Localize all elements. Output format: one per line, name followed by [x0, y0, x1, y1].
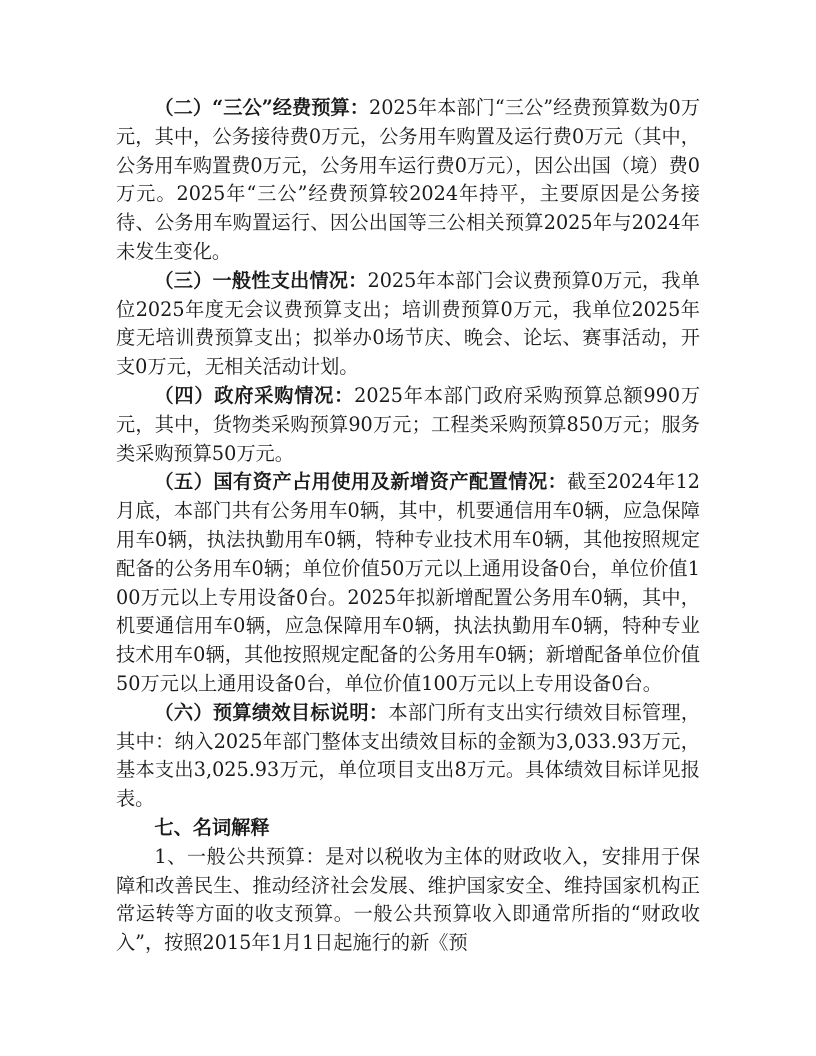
section-title-glossary: 七、名词解释	[154, 815, 270, 839]
paragraph-body: 2025年本部门“三公”经费预算数为0万元，其中，公务接待费0万元，公务用车购置及运行费0万元（其中，公务用车购置费0万元，公务用车运行费0万元），因公出国（境）费0万元。2025年“三公”经费预算较2024年持平，主要原因是公务接待、公务用车购置运行、因公出国等三公相关预算2025年与2024年未发生变化。	[116, 96, 701, 263]
paragraph-heading: （二）“三公”经费预算：	[154, 96, 370, 119]
paragraph-heading: （四）政府采购情况：	[154, 383, 355, 407]
paragraph-body: 截至2024年12月底，本部门共有公务用车0辆，其中，机要通信用车0辆，应急保障用车0辆，执法执勤用车0辆，特种专业技术用车0辆，其他按照规定配备的公务用车0辆；单位价值50万元以上通用设备0台，单位价值100万元以上专用设备0台。2025年拟新增配置公务用车0辆，其中，机要通信用车0辆，应急保障用车0辆，执法执勤用车0辆，特种专业技术用车0辆，其他按照规定配备的公务用车0辆；新增配备单位价值50万元以上通用设备0台，单位价值100万元以上专用设备0台。	[116, 470, 701, 695]
paragraph-body: 本部门所有支出实行绩效目标管理，其中：纳入2025年部门整体支出绩效目标的金额为3,033.93万元，基本支出3,025.93万元，单位项目支出8万元。具体绩效目标详见报表。	[116, 700, 701, 811]
paragraph-government-procurement	[116, 382, 700, 468]
paragraph-sanggong-budget	[116, 94, 700, 267]
paragraph-body: 2025年本部门政府采购预算总额990万元，其中，货物类采购预算90万元；工程类采购预算850万元；服务类采购预算50万元。	[116, 383, 701, 465]
paragraph-definition-general-budget: 1、一般公共预算：是对以税收为主体的财政收入，安排用于保障和改善民生、推动经济社会发展、维护国家安全、维持国家机构正常运转等方面的收支预算。一般公共预算收入即通常所指的“财政收入”，按照2015年1月1日起施行的新《预	[116, 844, 700, 955]
paragraph-heading: （六）预算绩效目标说明：	[154, 700, 389, 724]
document-body	[116, 94, 700, 958]
paragraph-state-assets	[116, 468, 700, 698]
paragraph-body: 2025年本部门会议费预算0万元，我单位2025年度无会议费预算支出；培训费预算0万元，我单位2025年度无培训费预算支出；拟举办0场节庆、晚会、论坛、赛事活动，开支0万元，无相关活动计划。	[116, 268, 700, 379]
paragraph-general-expense	[116, 267, 700, 382]
paragraph-heading: （三）一般性支出情况：	[154, 268, 368, 292]
paragraph-performance-targets	[116, 699, 700, 814]
paragraph-heading: （五）国有资产占用使用及新增资产配置情况：	[154, 470, 568, 494]
